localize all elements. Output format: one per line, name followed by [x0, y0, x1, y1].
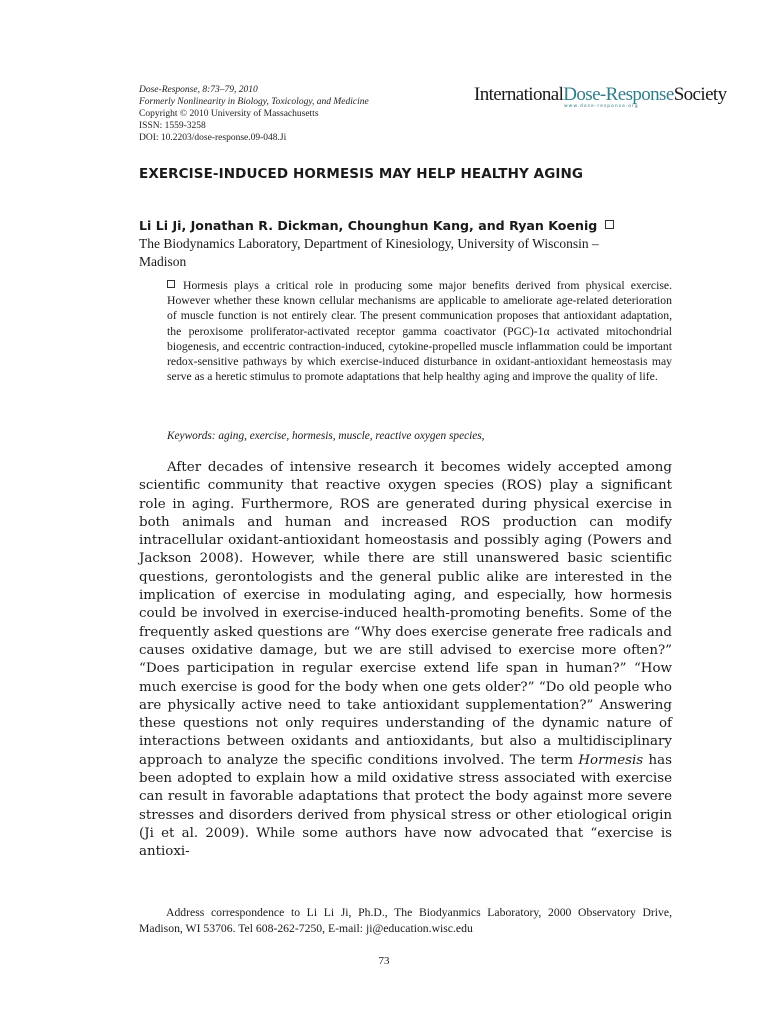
author-block [139, 217, 639, 271]
hormesis-term: Hormesis [578, 752, 644, 768]
author-names: Li Li Ji, Jonathan R. Dickman, Chounghun Kang, and Ryan Koenig [139, 218, 598, 233]
body-text [139, 459, 672, 862]
logo-text-dose-response: Dose-Response [563, 84, 674, 105]
society-logo [474, 84, 727, 118]
issn-line: ISSN: 1559-3258 [139, 121, 206, 131]
correspondence-footnote [139, 905, 672, 937]
article-title: EXERCISE-INDUCED HORMESIS MAY HELP HEALTHY AGING [139, 166, 584, 182]
copyright-line: Copyright © 2010 University of Massachusetts [139, 109, 319, 119]
footnote-text: Address correspondence to Li Li Ji, Ph.D., The Biodyanmics Laboratory, 2000 Observatory Drive, Madison, WI 53706. Tel 608-262-7250, E-mail: ji@education.wisc.edu [139, 906, 672, 935]
square-bullet-icon [167, 280, 175, 288]
author-affiliation: The Biodynamics Laboratory, Department of Kinesiology, University of Wisconsin – Madison [139, 236, 599, 269]
page-number: 73 [378, 955, 390, 967]
abstract [167, 278, 672, 384]
body-paragraph [139, 459, 672, 862]
journal-citation: Dose-Response, 8:73–79, 2010 [139, 85, 258, 95]
doi-line: DOI: 10.2203/dose-response.09-048.Ji [139, 133, 287, 143]
logo-text-society: Society [673, 84, 727, 105]
keywords: Keywords: aging, exercise, hormesis, muscle, reactive oxygen species, [167, 430, 485, 442]
body-text-part-2: has been adopted to explain how a mild oxidative stress associated with exercise can result in favorable adaptations that protect the body against more severe stresses and disorders derived from physical stress or other etiological origin (Ji et al. 2009). While some authors have now advocated that “exercise is antioxi- [139, 752, 672, 860]
logo-url: www.dose-response.org [564, 104, 639, 109]
logo-text-international: International [474, 84, 564, 105]
square-separator-icon [605, 220, 614, 229]
journal-former-name: Formerly Nonlinearity in Biology, Toxicology, and Medicine [139, 97, 369, 107]
abstract-text: Hormesis plays a critical role in producing some major benefits derived from physical exercise. However whether these known cellular mechanisms are applicable to ameliorate age-related deterioration of muscle function is not entirely clear. The present communication proposes that antioxidant adaptation, the peroxisome proliferator-activated receptor gamma coactivator (PGC)-1α activated mitochondrial biogenesis, and eccentric contraction-induced, cytokine-propelled muscle inflammation could be important redox-sensitive pathways by which exercise-induced disturbance in oxidant-antioxidant hemeostasis may serve as a heretic stimulus to promote adaptations that help healthy aging and improve the quality of life. [167, 279, 672, 384]
body-text-part-1: After decades of intensive research it becomes widely accepted among scientific community that reactive oxygen species (ROS) play a significant role in aging. Furthermore, ROS are generated during physical exercise in both animals and human and increased ROS production can modify intracellular oxidant-antioxidant homeostasis and possibly aging (Powers and Jackson 2008). However, while there are still unanswered basic scientific questions, gerontologists and the general public alike are interested in the implication of exercise in modulating aging, and especially, how hormesis could be involved in exercise-induced health-promoting benefits. Some of the frequently asked questions are “Why does exercise generate free radicals and causes oxidative damage, but we are still advised to exercise more often?” “Does participation in regular exercise extend life span in human?” “How much exercise is good for the body when one gets older?” “Do old people who are physically active need to take antioxidant supplementation?” Answering these questions not only requires understanding of the dynamic nature of interactions between oxidants and antioxidants, but also a multidisciplinary approach to analyze the specific conditions involved. The term [139, 460, 672, 768]
journal-header [139, 84, 469, 144]
